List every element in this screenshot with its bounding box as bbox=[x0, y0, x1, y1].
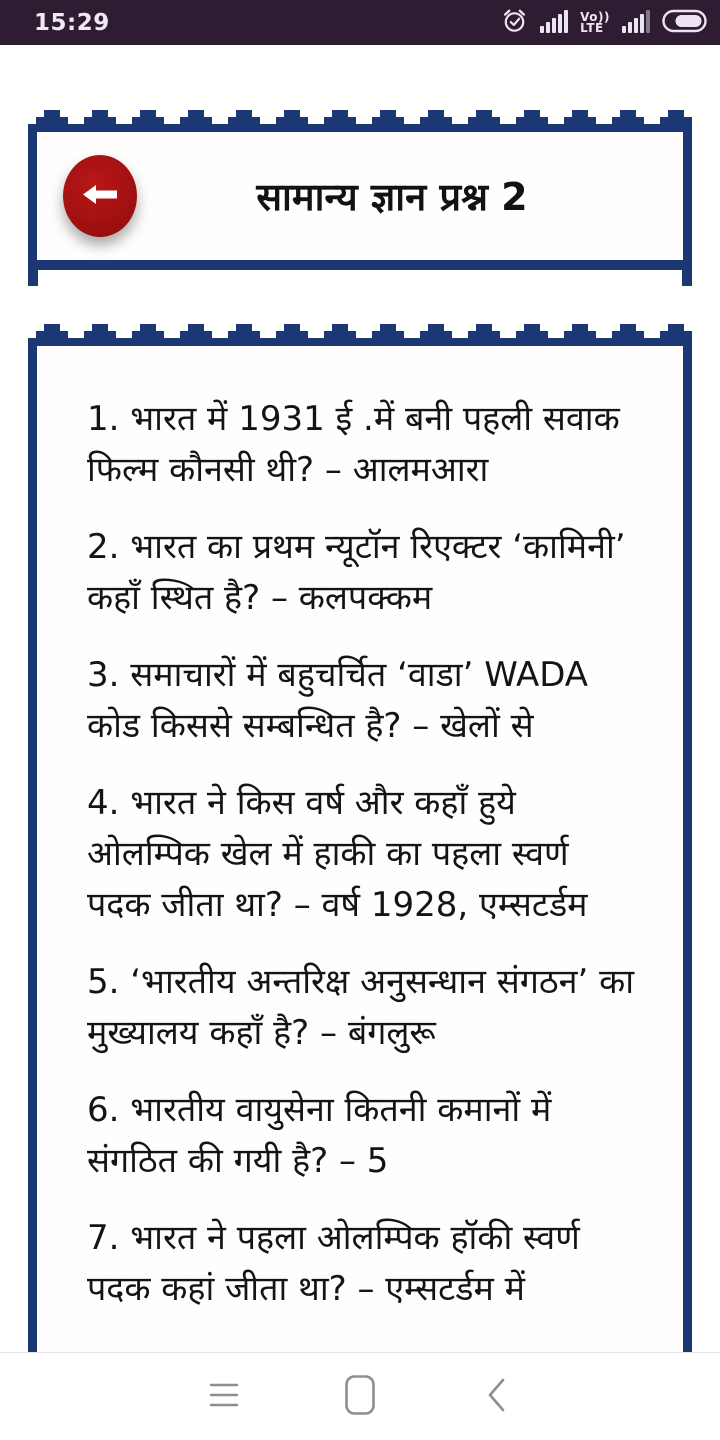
decorative-border-bottom bbox=[28, 260, 692, 270]
back-button[interactable] bbox=[63, 155, 137, 237]
back-nav-button[interactable] bbox=[478, 1373, 514, 1421]
battery-icon bbox=[662, 9, 708, 37]
question-item: 2. भारत का प्रथम न्यूटॉन रिएक्टर ‘कामिनी’ कहाँ स्थित है? – कलपक्कम bbox=[87, 527, 626, 618]
home-icon bbox=[344, 1374, 376, 1419]
question-item: 6. भारतीय वायुसेना कितनी कमानों में संगठित की गयी है? – 5 bbox=[87, 1090, 552, 1181]
navigation-bar bbox=[0, 1352, 720, 1440]
volte-indicator bbox=[580, 9, 610, 35]
header-card bbox=[28, 110, 692, 270]
menu-button[interactable] bbox=[206, 1373, 242, 1421]
status-icons bbox=[501, 7, 708, 38]
signal-strength-icon bbox=[540, 9, 568, 37]
menu-icon bbox=[208, 1381, 240, 1412]
decorative-border-top bbox=[28, 324, 692, 346]
alarm-icon bbox=[501, 7, 528, 38]
page-title: सामान्य ज्ञान प्रश्न 2 bbox=[256, 175, 528, 219]
back-chevron-icon bbox=[485, 1377, 507, 1416]
question-item: 4. भारत ने किस वर्ष और कहाँ हुये ओलम्पिक खेल में हाकी का पहला स्वर्ण पदक जीता था? – वर्ष 1928, एम्सटर्डम bbox=[87, 783, 588, 925]
header-body bbox=[28, 132, 692, 260]
question-item: 7. भारत ने पहला ओलम्पिक हॉकी स्वर्ण पदक कहां जीता था? – एम्सटर्डम में bbox=[87, 1218, 580, 1309]
volte-bottom-label: LTE bbox=[580, 20, 604, 35]
question-item: 3. समाचारों में बहुचर्चित ‘वाडा’ WADA कोड किससे सम्बन्धित है? – खेलों से bbox=[87, 655, 589, 746]
home-button[interactable] bbox=[342, 1373, 378, 1421]
questions-list[interactable] bbox=[28, 346, 692, 1352]
question-item: 5. ‘भारतीय अन्तरिक्ष अनुसन्धान संगठन’ का मुख्यालय कहाँ है? – बंगलुरू bbox=[87, 962, 635, 1053]
back-arrow-icon bbox=[83, 185, 117, 207]
signal-strength-icon-2 bbox=[622, 9, 650, 37]
questions-card bbox=[28, 324, 692, 1352]
question-item: 1. भारत में 1931 ई .में बनी पहली सवाक फिल्म कौनसी थी? – आलमआरा bbox=[87, 399, 620, 490]
decorative-border-top bbox=[28, 110, 692, 132]
status-bar bbox=[0, 0, 720, 45]
status-time: 15:29 bbox=[34, 9, 110, 36]
volte-top-label: Vo)) bbox=[580, 9, 610, 24]
